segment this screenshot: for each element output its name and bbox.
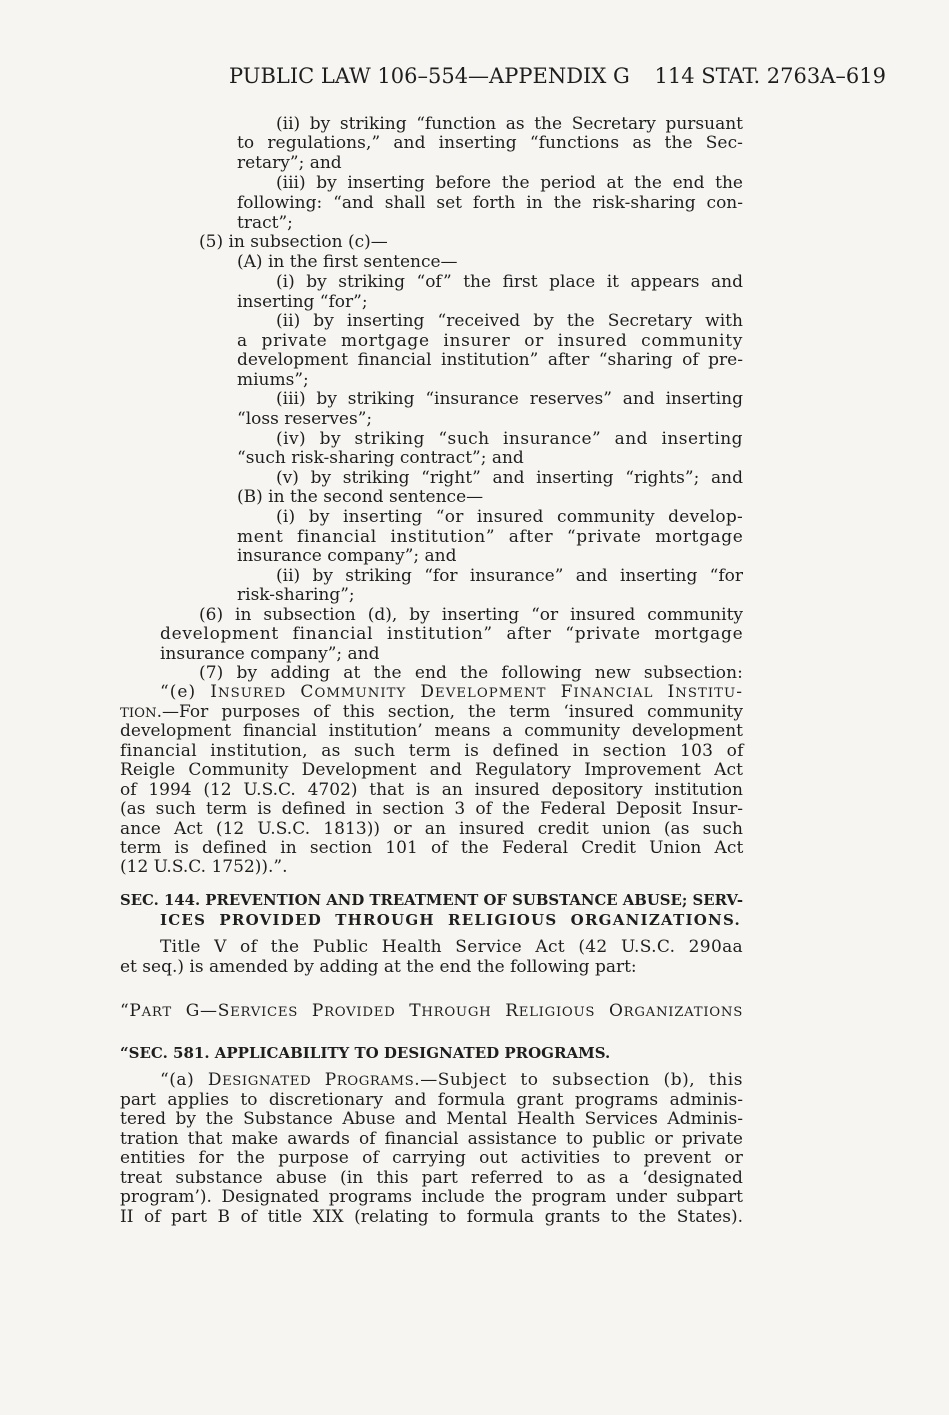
subsection-a-text-line: entities for the purpose of carrying out activities to prevent or — [120, 1148, 743, 1168]
subsection-e-text: —For purposes of this section, the term ‘insured community — [162, 702, 744, 722]
subsection-a-text: —Subject to subsection (b), this — [420, 1070, 743, 1090]
paragraph-5: (5) in subsection (c)— — [199, 232, 388, 252]
subsection-e-text-line: financial institution, as such term is defined in section 103 of — [120, 741, 744, 761]
clause-5-B-ii: (ii) by striking “for insurance” and inserting “for — [276, 566, 743, 586]
subsection-a-text-line: treat substance abuse (in this part referred to as a ‘designated — [120, 1168, 743, 1188]
paragraph-6: (6) in subsection (d), by inserting “or insured community — [199, 605, 743, 625]
subsection-a-text-line: program’). Designated programs include the program under subpart — [120, 1187, 743, 1207]
paragraph-6-continued: development financial institution” after “private mortgage — [160, 624, 744, 644]
clause-5-A-ii-continued: development financial institution” after “sharing of pre- — [237, 350, 743, 370]
clause-ii: (ii) by striking “function as the Secretary pursuant — [276, 114, 743, 134]
subsection-e-heading-line — [160, 682, 743, 704]
running-head-title: PUBLIC LAW 106–554—APPENDIX G — [229, 64, 630, 88]
subsection-e-label: “(e) — [160, 682, 211, 702]
subsection-e-heading: INSURED COMMUNITY DEVELOPMENT FINANCIAL INSTITU- — [210, 682, 744, 702]
section-144-text: Title V of the Public Health Service Act (42 U.S.C. 290aa — [160, 937, 743, 957]
clause-iii-continued: tract”; — [237, 213, 293, 233]
clause-5-B-i: (i) by inserting “or insured community develop- — [276, 507, 743, 527]
running-head-page-number: 114 STAT. 2763A–619 — [654, 64, 886, 88]
clause-5-B-i-continued: insurance company”; and — [237, 546, 457, 566]
subparagraph-5-B: (B) in the second sentence— — [237, 487, 484, 507]
subsection-a-text-line: part applies to discretionary and formula grant programs adminis- — [120, 1090, 743, 1110]
part-g-title: “PART G—SERVICES PROVIDED THROUGH RELIGIOUS ORGANIZATIONS — [120, 1001, 744, 1021]
subsection-e-text-line: ance Act (12 U.S.C. 1813)) or an insured credit union (as such — [120, 819, 743, 839]
subsection-e-text-line: of 1994 (12 U.S.C. 4702) that is an insured depository institution — [120, 780, 743, 800]
subsection-a-text-line: II of part B of title XIX (relating to formula grants to the States). — [120, 1207, 743, 1227]
section-581-heading: “SEC. 581. APPLICABILITY TO DESIGNATED PROGRAMS. — [120, 1044, 611, 1062]
subsection-a-text-line: tration that make awards of financial assistance to public or private — [120, 1129, 743, 1149]
subsection-e-text-line: development financial institution’ means a community development — [120, 721, 743, 741]
clause-5-A-ii-continued: a private mortgage insurer or insured community — [237, 331, 743, 351]
clause-5-A-ii-continued: miums”; — [237, 370, 309, 390]
subsection-e-heading-end: TION. — [120, 702, 163, 722]
subsection-e-text-line: term is defined in section 101 of the Federal Credit Union Act — [120, 838, 744, 858]
clause-5-A-iii: (iii) by striking “insurance reserves” and inserting — [276, 389, 743, 409]
subsection-e-text-line: (12 U.S.C. 1752)).”. — [120, 857, 288, 877]
clause-5-A-v: (v) by striking “right” and inserting “rights”; and — [276, 468, 743, 488]
clause-iii: (iii) by inserting before the period at the end the — [276, 173, 743, 193]
clause-5-A-i: (i) by striking “of” the first place it appears and — [276, 272, 743, 292]
clause-5-A-ii: (ii) by inserting “received by the Secretary with — [276, 311, 743, 331]
subsection-e-text-line: (as such term is defined in section 3 of the Federal Deposit Insur- — [120, 799, 743, 819]
clause-5-B-i-continued: ment financial institution” after “private mortgage — [237, 527, 744, 547]
subsection-a-heading-line — [160, 1070, 743, 1092]
subparagraph-5-A: (A) in the first sentence— — [237, 252, 458, 272]
clause-5-A-iv: (iv) by striking “such insurance” and inserting — [276, 429, 743, 449]
clause-ii-continued: retary”; and — [237, 153, 342, 173]
subsection-a-label: “(a) — [160, 1070, 208, 1090]
paragraph-7: (7) by adding at the end the following new subsection: — [199, 663, 743, 683]
subsection-a-heading: DESIGNATED PROGRAMS. — [207, 1070, 421, 1090]
section-144-text-continued: et seq.) is amended by adding at the end the following part: — [120, 957, 637, 977]
clause-5-B-ii-continued: risk-sharing”; — [237, 585, 355, 605]
clause-5-A-iv-continued: “such risk-sharing contract”; and — [237, 448, 524, 468]
clause-iii-continued: following: “and shall set forth in the risk-sharing con- — [237, 193, 743, 213]
clause-5-A-i-continued: inserting “for”; — [237, 292, 368, 312]
subsection-a-text-line: tered by the Substance Abuse and Mental Health Services Adminis- — [120, 1109, 743, 1129]
clause-5-A-iii-continued: “loss reserves”; — [237, 409, 373, 429]
paragraph-6-continued: insurance company”; and — [160, 644, 380, 664]
section-144-heading-continued: ICES PROVIDED THROUGH RELIGIOUS ORGANIZATIONS. — [160, 911, 741, 929]
subsection-e-text-line: Reigle Community Development and Regulatory Improvement Act — [120, 760, 743, 780]
section-144-heading: SEC. 144. PREVENTION AND TREATMENT OF SUBSTANCE ABUSE; SERV- — [120, 891, 743, 909]
clause-ii-continued: to regulations,” and inserting “functions as the Sec- — [237, 133, 743, 153]
